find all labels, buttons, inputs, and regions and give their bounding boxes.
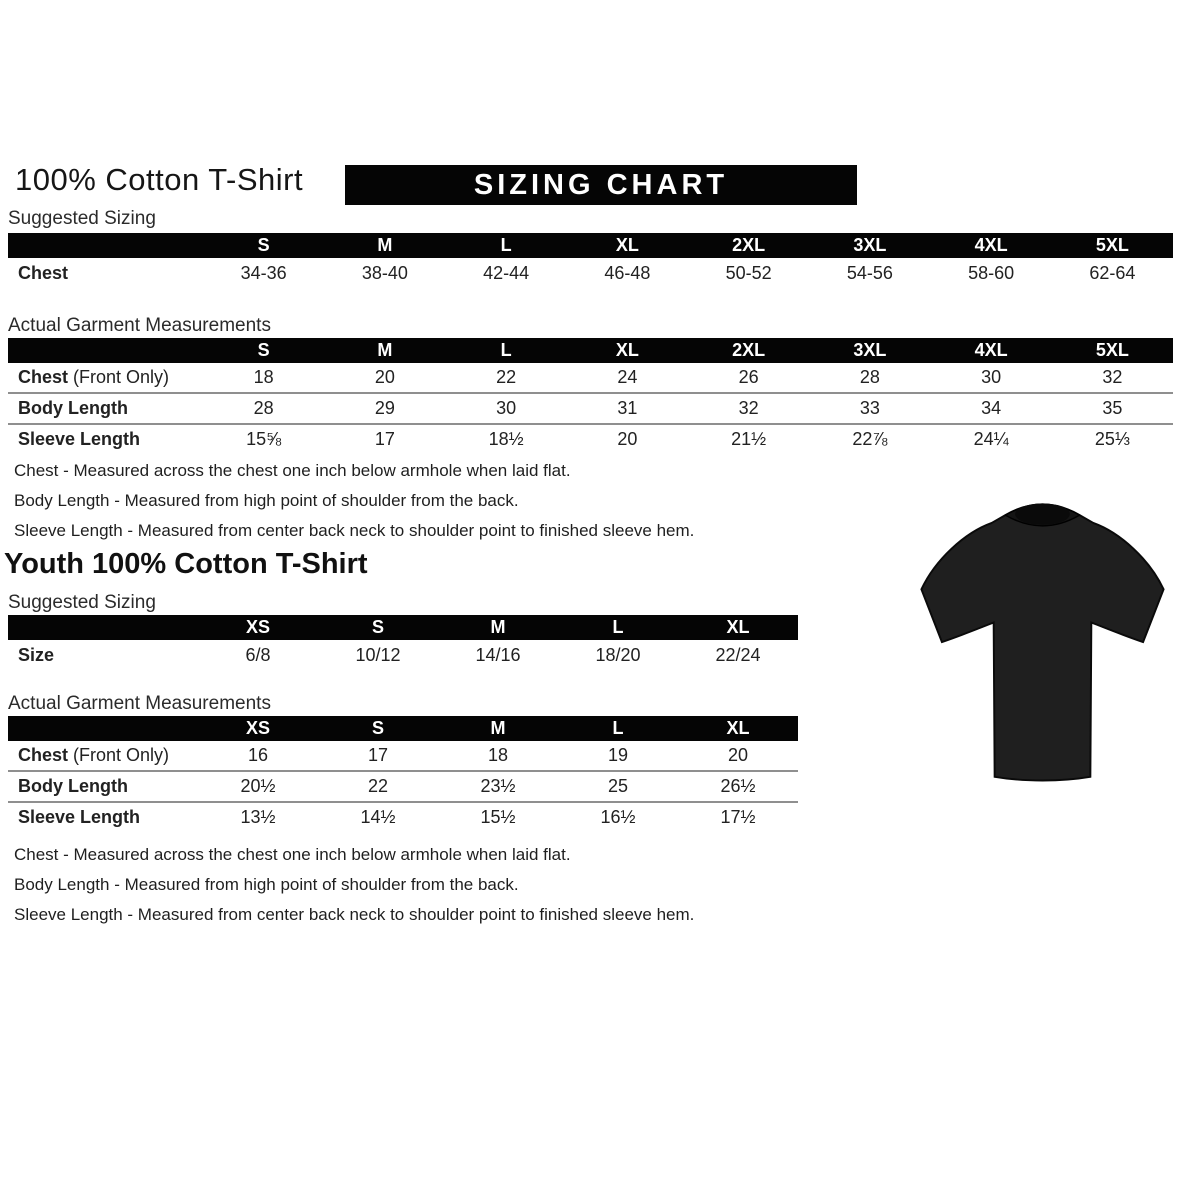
value-cell: 22 bbox=[496, 367, 517, 387]
table-row bbox=[8, 258, 1173, 288]
value-cell: 14/16 bbox=[475, 644, 521, 665]
value-cell: 32 bbox=[738, 398, 759, 418]
size-header-cell: XL bbox=[726, 617, 750, 637]
black-tshirt-image bbox=[885, 478, 1200, 810]
size-header-cell: L bbox=[612, 718, 624, 738]
value-cell: 22 bbox=[367, 776, 389, 796]
note-line: Body Length - Measured from high point of shoulder from the back. bbox=[14, 491, 519, 510]
size-header-cell: S bbox=[257, 340, 270, 360]
size-header-cell: L bbox=[500, 340, 512, 360]
table-header-row bbox=[8, 338, 1173, 363]
value-cell: 17½ bbox=[720, 807, 756, 827]
value-cell: 58-60 bbox=[968, 262, 1015, 283]
value-cell: 42-44 bbox=[483, 262, 530, 283]
table-header-row bbox=[8, 233, 1173, 258]
value-cell: 50-52 bbox=[725, 262, 772, 283]
value-cell: 24¼ bbox=[973, 429, 1009, 449]
value-cell: 38-40 bbox=[361, 262, 408, 283]
row-label: Chest bbox=[18, 262, 69, 283]
tshirt-neck-hole bbox=[1015, 503, 1070, 524]
value-cell: 22/24 bbox=[715, 644, 761, 665]
value-cell: 54-56 bbox=[846, 262, 893, 283]
value-cell: 18½ bbox=[488, 429, 524, 449]
value-cell: 18/20 bbox=[595, 644, 641, 665]
value-cell: 10/12 bbox=[355, 644, 401, 665]
value-cell: 16½ bbox=[600, 807, 636, 827]
value-cell: 23½ bbox=[480, 776, 516, 796]
adult-suggested-sizing-table bbox=[8, 233, 1173, 288]
adult-measurements-table bbox=[8, 338, 1173, 454]
size-header-cell: M bbox=[377, 340, 393, 360]
size-header-cell: L bbox=[612, 617, 624, 637]
row-label-main: Body Length bbox=[18, 398, 128, 418]
row-label-main: Sleeve Length bbox=[18, 429, 141, 449]
table-header-row bbox=[8, 615, 798, 640]
value-cell: 16 bbox=[247, 745, 269, 765]
table-header-row bbox=[8, 716, 798, 741]
value-cell: 29 bbox=[374, 398, 395, 418]
size-header-cell: 5XL bbox=[1095, 235, 1129, 255]
row-label bbox=[8, 776, 198, 797]
row-label-main: Body Length bbox=[18, 776, 128, 796]
value-cell: 22⅞ bbox=[852, 429, 888, 449]
value-cell: 35 bbox=[1102, 398, 1123, 418]
value-cell: 28 bbox=[253, 398, 274, 418]
row-label bbox=[8, 745, 198, 766]
size-header-cell: S bbox=[257, 235, 270, 255]
youth-suggested-sizing-table bbox=[8, 615, 798, 670]
size-header-cell: M bbox=[490, 617, 506, 637]
row-label-main: Sleeve Length bbox=[18, 807, 141, 827]
adult-suggested-sizing-label: Suggested Sizing bbox=[8, 208, 156, 229]
note-line: Chest - Measured across the chest one inch below armhole when laid flat. bbox=[14, 845, 571, 864]
size-header-cell: XS bbox=[245, 718, 270, 738]
youth-section-title: Youth 100% Cotton T-Shirt bbox=[4, 548, 368, 580]
value-cell: 25⅓ bbox=[1094, 429, 1130, 449]
row-label-main: Chest bbox=[18, 745, 69, 765]
table-row bbox=[8, 425, 1173, 454]
value-cell: 17 bbox=[367, 745, 389, 765]
note-line: Body Length - Measured from high point of shoulder from the back. bbox=[14, 875, 519, 894]
note-line: Sleeve Length - Measured from center back neck to shoulder point to finished sleeve hem. bbox=[14, 905, 695, 924]
table-row bbox=[8, 803, 798, 832]
size-header-cell: 5XL bbox=[1095, 340, 1129, 360]
value-cell: 17 bbox=[374, 429, 395, 449]
value-cell: 34 bbox=[981, 398, 1002, 418]
value-cell: 15½ bbox=[480, 807, 516, 827]
youth-measurements-table bbox=[8, 716, 798, 832]
value-cell: 24 bbox=[617, 367, 638, 387]
size-header-cell: L bbox=[500, 235, 512, 255]
size-header-cell: XL bbox=[615, 340, 639, 360]
size-header-cell: XS bbox=[245, 617, 270, 637]
row-label bbox=[8, 429, 203, 450]
adult-measurement-notes bbox=[14, 456, 694, 546]
row-label-main: Chest bbox=[18, 367, 69, 387]
row-label-suffix: (Front Only) bbox=[73, 367, 170, 387]
youth-measurement-notes bbox=[14, 840, 694, 930]
size-header-cell: 4XL bbox=[974, 235, 1008, 255]
size-header-cell: S bbox=[371, 718, 384, 738]
value-cell: 19 bbox=[607, 745, 629, 765]
value-cell: 6/8 bbox=[245, 644, 271, 665]
value-cell: 25 bbox=[607, 776, 629, 796]
value-cell: 20½ bbox=[240, 776, 276, 796]
sizing-chart-banner: SIZING CHART bbox=[345, 165, 857, 205]
value-cell: 34-36 bbox=[240, 262, 287, 283]
size-header-cell: XL bbox=[615, 235, 639, 255]
size-header-cell: M bbox=[377, 235, 393, 255]
value-cell: 14½ bbox=[360, 807, 396, 827]
size-header-cell: XL bbox=[726, 718, 750, 738]
value-cell: 20 bbox=[617, 429, 638, 449]
value-cell: 31 bbox=[617, 398, 638, 418]
value-cell: 21½ bbox=[731, 429, 767, 449]
youth-suggested-sizing-label: Suggested Sizing bbox=[8, 592, 156, 613]
value-cell: 26½ bbox=[720, 776, 756, 796]
value-cell: 18 bbox=[487, 745, 509, 765]
table-row bbox=[8, 363, 1173, 394]
value-cell: 30 bbox=[981, 367, 1002, 387]
note-line: Chest - Measured across the chest one inch below armhole when laid flat. bbox=[14, 461, 571, 480]
page-title: 100% Cotton T-Shirt bbox=[15, 162, 304, 197]
value-cell: 13½ bbox=[240, 807, 276, 827]
table-row bbox=[8, 640, 798, 670]
row-label bbox=[8, 398, 203, 419]
value-cell: 20 bbox=[374, 367, 395, 387]
size-header-cell: 3XL bbox=[853, 340, 887, 360]
size-header-cell: S bbox=[371, 617, 384, 637]
value-cell: 33 bbox=[859, 398, 880, 418]
size-header-cell: 4XL bbox=[974, 340, 1008, 360]
row-label bbox=[8, 367, 203, 388]
value-cell: 30 bbox=[496, 398, 517, 418]
table-row bbox=[8, 394, 1173, 425]
youth-measurements-label: Actual Garment Measurements bbox=[8, 693, 271, 714]
value-cell: 46-48 bbox=[604, 262, 651, 283]
size-header-cell: M bbox=[490, 718, 506, 738]
row-label: Size bbox=[18, 644, 55, 665]
value-cell: 62-64 bbox=[1089, 262, 1136, 283]
value-cell: 15⅝ bbox=[246, 429, 282, 449]
size-header-cell: 2XL bbox=[732, 235, 766, 255]
tshirt-body bbox=[921, 504, 1163, 780]
value-cell: 18 bbox=[253, 367, 274, 387]
row-label-suffix: (Front Only) bbox=[73, 745, 170, 765]
tshirt-graphic bbox=[885, 478, 1200, 810]
value-cell: 26 bbox=[738, 367, 759, 387]
size-header-cell: 2XL bbox=[732, 340, 766, 360]
value-cell: 28 bbox=[859, 367, 880, 387]
value-cell: 32 bbox=[1102, 367, 1123, 387]
table-row bbox=[8, 741, 798, 772]
value-cell: 20 bbox=[727, 745, 749, 765]
table-row bbox=[8, 772, 798, 803]
adult-measurements-label: Actual Garment Measurements bbox=[8, 315, 271, 336]
note-line: Sleeve Length - Measured from center back neck to shoulder point to finished sleeve hem. bbox=[14, 521, 695, 540]
size-header-cell: 3XL bbox=[853, 235, 887, 255]
row-label bbox=[8, 807, 198, 828]
